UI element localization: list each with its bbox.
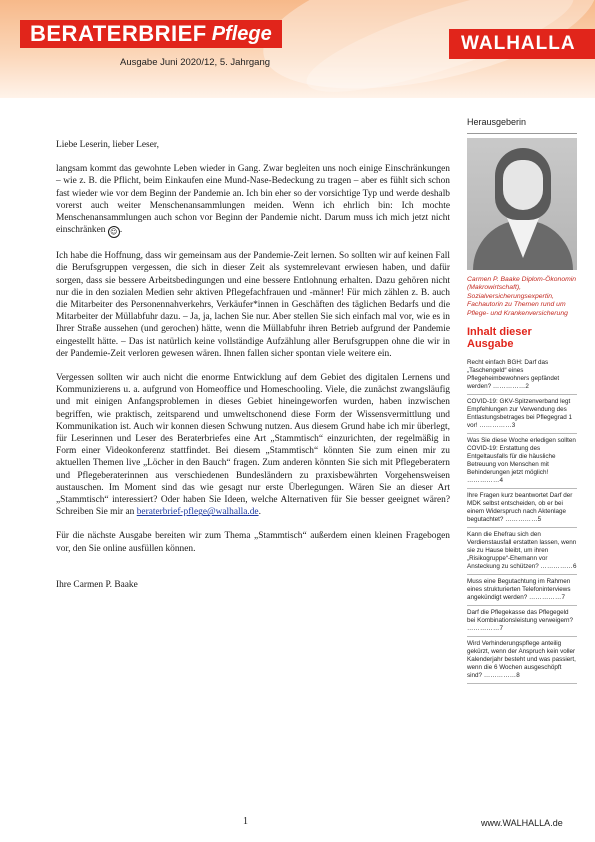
toc-dots: …………… bbox=[483, 672, 517, 680]
photo-caption: Carmen P. Baake Diplom-Ökonomin (Makrowirtschaft), Sozialversicherungsexpertin, Fachautorin zu Themen rund um Pflege- und Krankenversicherung bbox=[467, 276, 577, 317]
paragraph-2: Ich habe die Hoffnung, dass wir gemeinsam aus der Pandemie-Zeit lernen. So sollten wir auf keinen Fall die Berufsgruppen vergessen, die sich in dieser Zeit als systemrelevant erwiesen haben, und dafür sorgen, dass sie bessere Arbeitsbedingungen und eine bessere Entlohnung erhalten. Dazu gehören nicht nur die in den sozialen Medien sehr aktiven Pflegefachfrauen und -männer! Für mich zählen z. B. auch die Mitarbeiter des Personennahverkehrs, Verkäufer*innen in Geschäften des täglichen Bedarfs und die Mitarbeiter der Müllabfuhr dazu. – Ja, ja, lachen Sie nur. Aber stellen Sie sich einfach mal vor, wie es in Ihrer Straße aussehen (und gerochen) hätte, wenn die Müllabfuhr ihren Betrieb aufgrund der Pandemie eingestellt hätte. – Das ist natürlich keine vollständige Aufzählung aller Berufsgruppen ohne die wir in der Pandemie-Zeit verloren gewesen wären. Ihnen fallen sicher spontan viele weitere ein. bbox=[56, 251, 450, 359]
toc-item-page: 5 bbox=[537, 516, 542, 524]
toc-dots: …………… bbox=[505, 516, 538, 524]
toc-item-page: 3 bbox=[511, 422, 516, 430]
smiley-icon: ☺ bbox=[108, 226, 120, 238]
issue-line: Ausgabe Juni 2020/12, 5. Jahrgang bbox=[120, 57, 271, 68]
toc-item-text: Recht einfach BGH: Darf das „Taschengeld“ eines Pflegeheimbewohners gepfändet werden? bbox=[467, 359, 560, 391]
toc-item-page: 4 bbox=[499, 477, 503, 485]
publisher-logo: WALHALLA bbox=[449, 29, 595, 59]
paragraph-1: langsam kommt das gewohnte Leben wieder in Gang. Zwar begleiten uns noch einige Einschränkungen – wie z. B. die Pflicht, beim Einkaufen eine Mund-Nase-Bedeckung zu tragen – aber es fühlt sich schon fast wieder wie vor dem Beginn der Pandemie an. Ich bin eher so der vorsichtige Typ und werde deshalb vorerst auch weiter Menschenansammlungen meiden. Wenn ich ehrlich bin: Ich mochte Menschenansammlungen auch schon vor Beginn der Pandemie nicht. Darum muss ich mich jetzt nicht einschränken ☺ . bbox=[56, 164, 450, 237]
paragraph-3: Vergessen sollten wir auch nicht die enorme Entwicklung auf dem Gebiet des digitalen Lernens und Kommunizierens u. a. aufgrund von Homeoffice und Homeschooling. Viele, die zunächst zwangsläufig und mit einigen Anfangsproblemen in dieses Gebiet hineingeworfen wurden, haben inzwischen begriffen, wie praktisch, zeitsparend und umweltschonend diese Form der Wissensvermittlung und Kommunikation ist. Auch wir konnen diesen Schwung nutzen. Aus diesem Grund habe ich mir überlegt, für Leserinnen und Leser des Beraterbriefes eine Art „Stammtisch“ einzurichten, der regelmäßig in Form einer Videokonferenz stattfindet. Bei diesem „Stammtisch“ könnten Sie zum einen mir zu aktuellen Themen live „Löcher in den Bauch“ fragen. Zum anderen könnten Sie sich mit Pflegeberatern und Pflegeberaterinnen aus verschiedenen Bundesländern zu praxisbewährten Vorgehensweisen austauschen. Im Moment sind das wie gesagt nur erste Überlegungen. Wären Sie an dieser Art „Stammtisch“ interessiert? Oder haben Sie Ideen, welche Alternativen für Sie besser geeignet wären? Schreiben Sie mir an beraterbrief-pflege@walhalla.de. bbox=[56, 373, 450, 518]
toc-dots: …………… bbox=[467, 477, 500, 485]
toc-dots: …………… bbox=[492, 383, 526, 391]
toc-item-text: Kann die Ehefrau sich den Verdienstausfall erstatten lassen, wenn sie zu Hause bleibt, um ihren „Risikogruppe“-Ehemann vor Ansteckung zu schützen? bbox=[467, 531, 577, 571]
toc-item-page: 2 bbox=[525, 383, 529, 391]
toc-dots: …………… bbox=[528, 594, 562, 602]
footer-url[interactable]: www.WALHALLA.de bbox=[481, 818, 563, 828]
salutation: Liebe Leserin, lieber Leser, bbox=[56, 140, 159, 150]
toc-item[interactable] bbox=[467, 637, 577, 684]
toc-item-text: Ihre Fragen kurz beantwortet Darf der MDK selbst entscheiden, ob er bei einem Widerspruch nach Aktenlage begutachtet? bbox=[467, 492, 573, 524]
paragraph-4: Für die nächste Ausgabe bereiten wir zum Thema „Stammtisch“ außerdem einen kleinen Fragebogen vor, den Sie online ausfüllen können. bbox=[56, 531, 450, 554]
toc-item-page: 8 bbox=[516, 672, 520, 680]
toc-dots: …………… bbox=[467, 625, 500, 633]
toc-item[interactable] bbox=[467, 356, 577, 395]
toc-item-page: 6 bbox=[573, 563, 577, 571]
editor-photo bbox=[467, 138, 577, 270]
brand-logo bbox=[20, 20, 282, 48]
toc-item[interactable] bbox=[467, 528, 577, 575]
paragraph-3-text: Vergessen sollten wir auch nicht die enorme Entwicklung auf dem Gebiet des digitalen Lernens und Kommunizierens u. a. aufgrund von Homeoffice und Homeschooling. Viele, die zunächst zwangsläufig und mit einigen Anfangsproblemen in dieses Gebiet hineingeworfen wurden, haben inzwischen begriffen, wie praktisch, zeitsparend und umweltschonend diese Form der Wissensvermittlung und Kommunikation ist. Auch wir konnen diesen Schwung nutzen. Aus diesem Grund habe ich mir überlegt, für Leserinnen und Leser des Beraterbriefes eine Art „Stammtisch“ einzurichten, der regelmäßig in Form einer Videokonferenz stattfindet. Bei diesem „Stammtisch“ könnten Sie zum einen mir zu aktuellen Themen live „Löcher in den Bauch“ fragen. Zum anderen könnten Sie sich mit Pflegeberatern und Pflegeberaterinnen aus verschiedenen Bundesländern zu praxisbewährten Vorgehensweisen austauschen. Im Moment sind das wie gesagt nur erste Überlegungen. Wären Sie an dieser Art „Stammtisch“ interessiert? Oder haben Sie Ideen, welche Alternativen für Sie besser geeignet wären? Schreiben Sie mir an bbox=[56, 373, 450, 518]
photo-face bbox=[503, 160, 543, 210]
toc-item[interactable] bbox=[467, 575, 577, 606]
paragraph-1-text: langsam kommt das gewohnte Leben wieder in Gang. Zwar begleiten uns noch einige Einschränkungen – wie z. B. die Pflicht, beim Einkaufen eine Mund-Nase-Bedeckung zu tragen – aber es fühlt sich schon fast wieder wie vor dem Beginn der Pandemie an. Ich bin eher so der vorsichtige Typ und werde deshalb vorerst auch weiter Menschenansammlungen meiden. Wenn ich ehrlich bin: Ich mochte Menschenansammlungen auch schon vor Beginn der Pandemie nicht. Darum muss ich mich jetzt nicht einschränken bbox=[56, 164, 450, 236]
toc-dots: …………… bbox=[479, 422, 512, 430]
toc-item[interactable] bbox=[467, 489, 577, 528]
brand-main: BERATERBRIEF bbox=[30, 21, 207, 46]
table-of-contents bbox=[467, 356, 577, 684]
toc-item-page: 7 bbox=[499, 625, 503, 633]
toc-title: Inhalt dieser Ausgabe bbox=[467, 326, 532, 351]
brand-sub: Pflege bbox=[211, 22, 272, 45]
editor-role: Herausgeberin bbox=[467, 117, 527, 127]
toc-item-text: Wird Verhinderungspflege anteilig gekürzt, wenn der Anspruch kein voller Kalenderjahr besteht und was passiert, wenn die 6 Wochen ausgeschöpft sind? bbox=[467, 640, 576, 680]
toc-item-text: Muss eine Begutachtung im Rahmen eines strukturierten Telefoninterviews angekündigt werden? bbox=[467, 578, 571, 602]
toc-item[interactable] bbox=[467, 606, 577, 637]
sidebar bbox=[467, 117, 577, 684]
toc-item-text: COVID-19: GKV-Spitzenverband legt Empfehlungen zur Verwendung des Entlastungsbetrages bei Pflegegrad 1 vor! bbox=[467, 398, 573, 430]
header-banner bbox=[0, 0, 595, 98]
toc-item[interactable] bbox=[467, 395, 577, 434]
toc-item[interactable] bbox=[467, 434, 577, 489]
toc-item-text: Was Sie diese Woche erledigen sollten COVID-19: Erstattung des Entgeltausfalls für die häusliche Betreuung von Menschen mit Behinderungen jetzt möglich! bbox=[467, 437, 576, 477]
divider bbox=[467, 133, 577, 134]
letter-body bbox=[56, 139, 450, 603]
page-number: 1 bbox=[243, 816, 248, 827]
email-link[interactable]: beraterbrief-pflege@walhalla.de bbox=[136, 507, 259, 518]
toc-item-text: Darf die Pflegekasse das Pflegegeld bei Kombinationsleistung verweigern? bbox=[467, 609, 574, 625]
signature: Ihre Carmen P. Baake bbox=[56, 579, 138, 590]
toc-item-page: 7 bbox=[561, 594, 565, 602]
toc-dots: …………… bbox=[540, 563, 573, 571]
